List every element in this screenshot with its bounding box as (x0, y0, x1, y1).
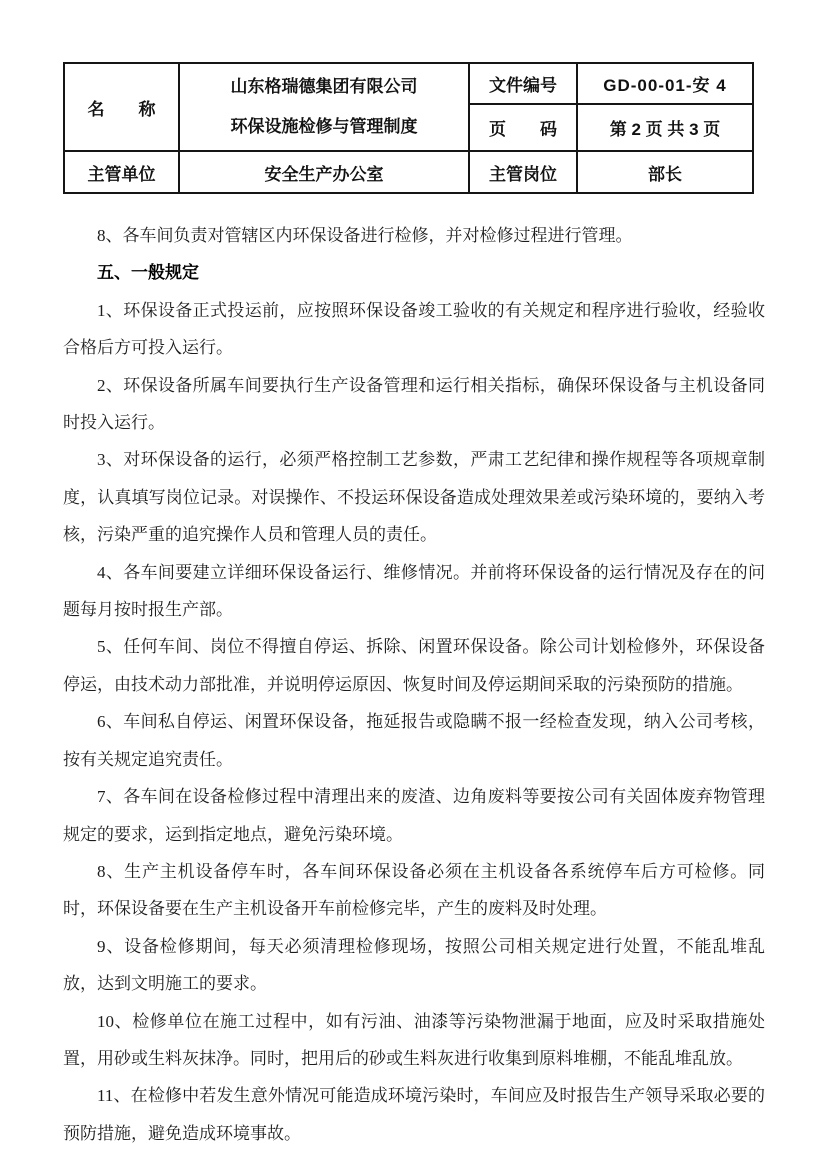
unit-value-cell: 安全生产办公室 (179, 151, 469, 193)
paragraph: 8、生产主机设备停车时，各车间环保设备必须在主机设备各系统停车后方可检修。同时，环保设备要在生产主机设备开车前检修完毕，产生的废料及时处理。 (63, 861, 765, 919)
document-title: 环保设施检修与管理制度 (230, 117, 418, 136)
header-table (63, 62, 754, 194)
paragraph: 10、检修单位在施工过程中，如有污油、油漆等污染物泄漏于地面，应及时采取措施处置，用砂或生料灰抹净。同时，把用后的砂或生料灰进行收集到原料堆棚，不能乱堆乱放。 (63, 1011, 765, 1068)
paragraph: 6、车间私自停运、闲置环保设备，拖延报告或隐瞒不报一经检查发现，纳入公司考核，按有关规定追究责任。 (63, 712, 765, 769)
paragraph: 4、各车间要建立详细环保设备运行、维修情况。并前将环保设备的运行情况及存在的问题每月按时报生产部。 (63, 562, 765, 620)
paragraph: 1、环保设备正式投运前，应按照环保设备竣工验收的有关规定和程序进行验收，经验收合格后方可投入运行。 (63, 300, 765, 358)
position-label-cell: 主管岗位 (469, 151, 577, 193)
paragraph: 9、设备检修期间，每天必须清理检修现场，按照公司相关规定进行处置，不能乱堆乱放，达到文明施工的要求。 (63, 936, 765, 994)
paragraph: 11、在检修中若发生意外情况可能造成环境污染时，车间应及时报告生产领导采取必要的预防措施，避免造成环境事故。 (63, 1086, 765, 1143)
paragraph: 7、各车间在设备检修过程中清理出来的废渣、边角废料等要按公司有关固体废弃物管理规定的要求，运到指定地点，避免污染环境。 (63, 787, 765, 844)
paragraph: 5、任何车间、岗位不得擅自停运、拆除、闲置环保设备。除公司计划检修外，环保设备停运，由技术动力部批准，并说明停运原因、恢复时间及停运期间采取的污染预防的措施。 (63, 637, 765, 694)
page-value-cell: 第 2 页 共 3 页 (577, 104, 753, 151)
name-value-cell (179, 63, 469, 151)
paragraph: 2、环保设备所属车间要执行生产设备管理和运行相关指标，确保环保设备与主机设备同时投入运行。 (63, 375, 765, 433)
name-label-cell: 名 称 (64, 63, 179, 151)
unit-label-cell: 主管单位 (64, 151, 179, 193)
paragraph: 3、对环保设备的运行，必须严格控制工艺参数，严肃工艺纪律和操作规程等各项规章制度，认真填写岗位记录。对误操作、不投运环保设备造成处理效果差或污染环境的，要纳入考核，污染严重的追究操作人员和管理人员的责任。 (63, 450, 765, 545)
position-value-cell: 部长 (577, 151, 753, 193)
doc-number-label-cell: 文件编号 (469, 63, 577, 104)
doc-number-value-cell: GD-00-01-安 4 (577, 63, 753, 104)
document-body (63, 217, 765, 1152)
paragraph: 8、各车间负责对管辖区内环保设备进行检修，并对检修过程进行管理。 (97, 226, 633, 245)
section-heading: 五、一般规定 (97, 263, 199, 283)
company-name: 山东格瑞德集团有限公司 (230, 77, 418, 96)
page-label-cell: 页 码 (469, 104, 577, 151)
